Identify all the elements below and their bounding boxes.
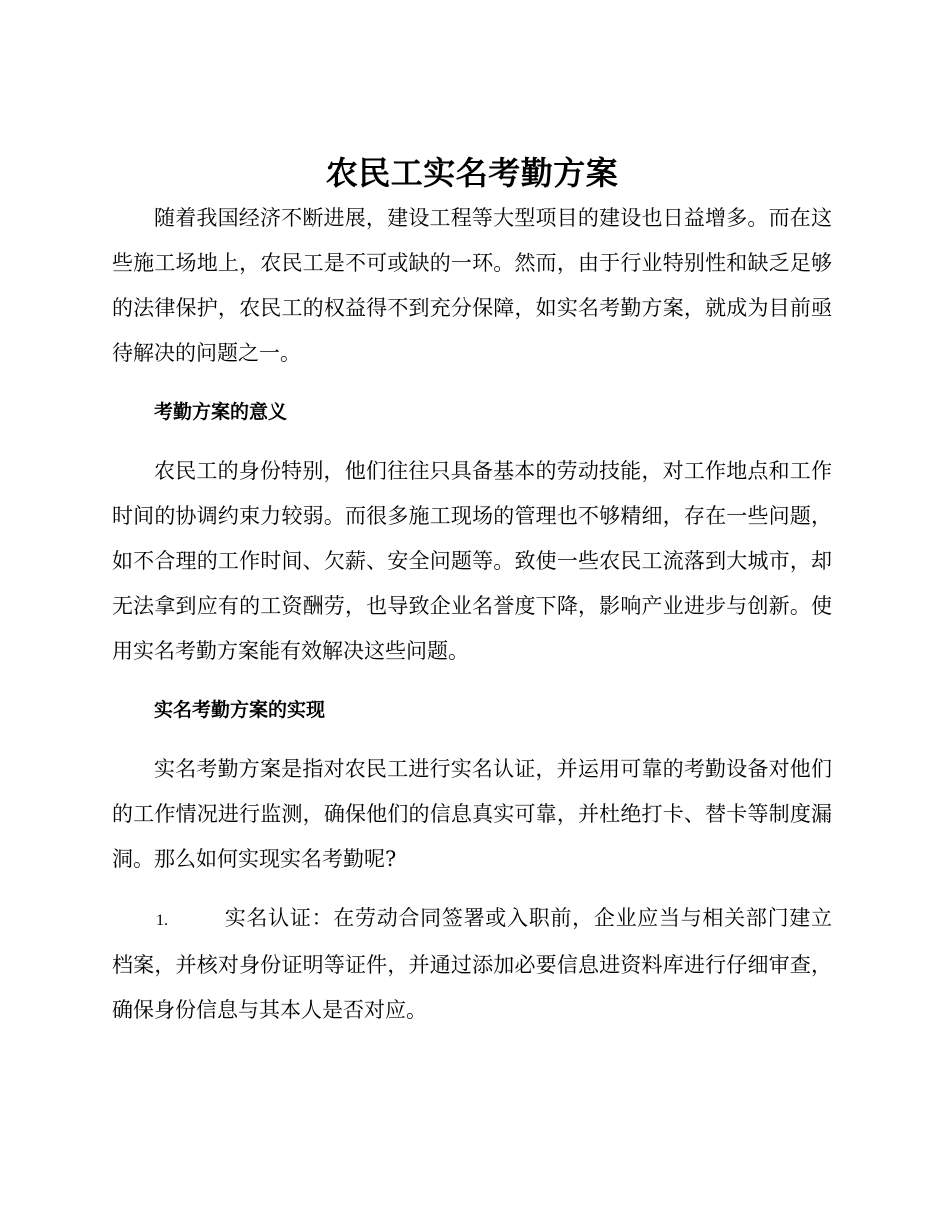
intro-paragraph: 随着我国经济不断进展，建设工程等大型项目的建设也日益增多。而在这些施工场地上，农民工是不可或缺的一环。然而，由于行业特别性和缺乏足够的法律保护，农民工的权益得不到充分保障，如实名考勤方案，就成为目前亟待解决的问题之一。	[112, 206, 832, 365]
section-body-implementation: 实名考勤方案是指对农民工进行实名认证，并运用可靠的考勤设备对他们的工作情况进行监测，确保他们的信息真实可靠，并杜绝打卡、替卡等制度漏洞。那么如何实现实名考勤呢?	[112, 757, 832, 871]
section-heading-implementation: 实名考勤方案的实现	[154, 699, 326, 721]
spacer	[112, 733, 832, 747]
spacer	[112, 882, 832, 896]
spacer	[112, 674, 832, 688]
document-page	[112, 150, 832, 1033]
document-title: 农民工实名考勤方案	[325, 154, 619, 192]
list-number: 1.	[156, 912, 168, 929]
spacer	[112, 435, 832, 449]
section-body-significance: 农民工的身份特别，他们往往只具备基本的劳动技能，对工作地点和工作时间的协调约束力较弱。而很多施工现场的管理也不够精细，存在一些问题，如不合理的工作时间、欠薪、安全问题等。致使一些农民工流落到大城市，却无法拿到应有的工资酬劳，也导致企业名誉度下降，影响产业进步与创新。使用实名考勤方案能有效解决这些问题。	[112, 459, 832, 663]
section-heading-significance: 考勤方案的意义	[154, 401, 288, 423]
list-item	[112, 896, 832, 1033]
list-item-text: 实名认证：在劳动合同签署或入职前，企业应当与相关部门建立档案，并核对身份证明等证件，并通过添加必要信息进资料库进行仔细审查，确保身份信息与其本人是否对应。	[112, 906, 832, 1022]
spacer	[112, 376, 832, 390]
